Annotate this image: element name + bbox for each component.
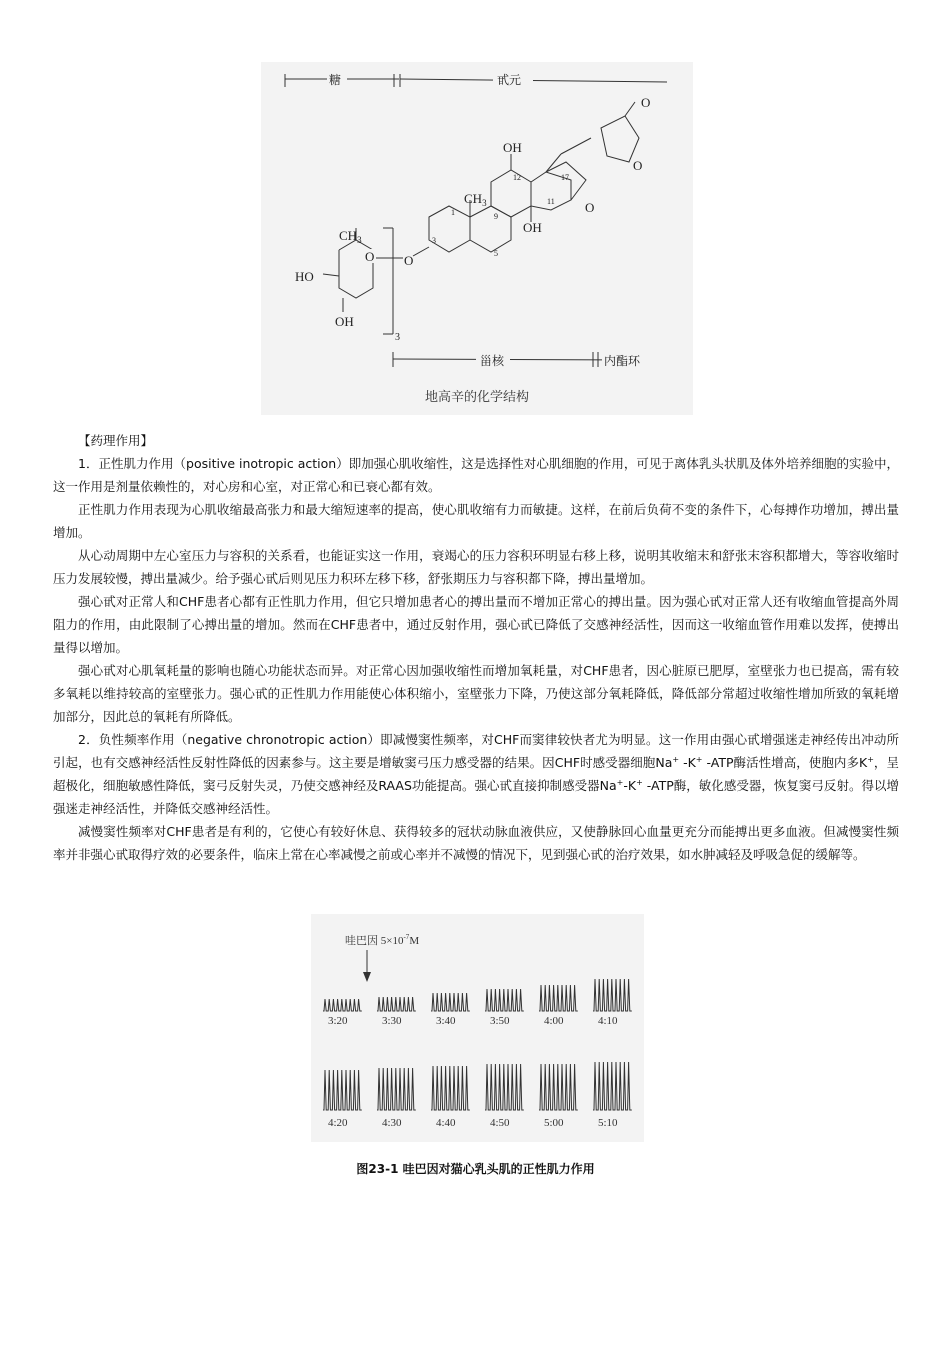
ouabain-tracing-figure: [311, 914, 644, 1142]
time-label: 3:20: [328, 1015, 348, 1027]
contraction-trace: [431, 1066, 470, 1110]
atom-number-1: 1: [451, 208, 455, 217]
contraction-trace: [593, 979, 632, 1011]
dose-arrow: [363, 950, 371, 982]
time-label: 4:40: [436, 1117, 456, 1129]
repeat-count: 3: [395, 332, 400, 343]
paragraph-negative-chronotropic: 2．负性频率作用（negative chronotropic action）即减慢窦性频率，对CHF而窦律较快者尤为明显。这一作用由强心甙增强迷走神经传出冲动所引起，也有交感神经活性反射性降低的因素参与。这主要是增敏窦弓压力感受器的结果。因CHF时感受器细胞Na+ -K+ -ATP酶活性增高，使胞内多K+，呈超极化，细胞敏感性降低，窦弓反射失灵，乃使交感神经及RAAS功能提高。强心甙直接抑制感受器Na+-K+ -ATP酶，敏化感受器，恢复窦弓反射。得以增强迷走神经活性，并降低交感神经活性。: [53, 732, 900, 816]
contraction-trace: [323, 999, 362, 1011]
sugar-hydroxyl-left: HO: [295, 269, 314, 284]
contraction-trace: [593, 1062, 632, 1110]
label-lactone-ring: 内酯环: [604, 354, 641, 368]
time-label: 4:00: [544, 1015, 564, 1027]
sugar-ring: [295, 228, 403, 329]
paragraph-normal-vs-chf: 强心甙对正常人和CHF患者心都有正性肌力作用，但它只增加患者心的搏出量而不增加正常心的搏出量。因为强心甙对正常人还有收缩血管提高外周阻力的作用，由此限制了心搏出量的增加。然而在CHF患者中，通过反射作用，强心甙已降低了交感神经活性，因而这一收缩血管作用难以发挥，使搏出量得以增加。: [53, 594, 899, 655]
time-label: 4:50: [490, 1117, 510, 1129]
paragraph-oxygen-consumption: 强心甙对心肌氧耗量的影响也随心功能状态而异。对正常心因加强收缩性而增加氧耗量，对CHF患者，因心脏原已肥厚，室壁张力也已提高，需有较多氧耗以维持较高的室壁张力。强心甙的正性肌力作用能使心体积缩小，室壁张力下降，乃使这部分氧耗降低，降低部分常超过收缩性增加所致的氧耗增加部分，因此总的氧耗有所降低。: [53, 663, 899, 724]
contraction-trace: [539, 985, 578, 1011]
time-label: 3:50: [490, 1015, 510, 1027]
bottom-bracket: [393, 352, 652, 368]
figure2-caption: 图23-1 哇巴因对猫心乳头肌的正性肌力作用: [356, 1162, 595, 1176]
time-label: 4:30: [382, 1117, 402, 1129]
contraction-trace: [377, 997, 416, 1011]
top-bracket: [285, 71, 667, 87]
lactone-ring-oxygen: O: [633, 158, 643, 173]
atom-number-5: 5: [494, 249, 498, 258]
contraction-trace: [485, 989, 524, 1011]
atom-number-12: 12: [513, 173, 521, 182]
time-label: 5:00: [544, 1117, 564, 1129]
time-label: 3:40: [436, 1015, 456, 1027]
label-aglycone: 甙元: [497, 73, 522, 87]
atom-number-3: 3: [432, 236, 436, 245]
contraction-trace: [485, 1064, 524, 1110]
sugar-ring-oxygen: O: [365, 249, 375, 264]
bridge-oxygen: O: [585, 200, 595, 215]
contraction-trace: [431, 993, 470, 1011]
time-label: 4:10: [598, 1015, 618, 1027]
paragraph-inotropic-manifestation: 正性肌力作用表现为心肌收缩最高张力和最大缩短速率的提高，使心肌收缩有力而敏捷。这样，在前后负荷不变的条件下，心每搏作功增加，搏出量增加。: [53, 502, 899, 540]
time-label: 3:30: [382, 1015, 402, 1027]
paragraph-heart-rate-benefit: 减慢窦性频率对CHF患者是有利的，它使心有较好休息、获得较多的冠状动脉血液供应，又使静脉回心血量更充分而能搏出更多血液。但减慢窦性频率并非强心甙取得疗效的必要条件，临床上常在心率减慢之前或心率并不减慢的情况下，见到强心甙的治疗效果，如水肿减轻及呼吸急促的缓解等。: [53, 824, 899, 862]
pharmacology-section: [53, 429, 899, 866]
time-label: 4:20: [328, 1117, 348, 1129]
repeat-bracket: [383, 228, 400, 343]
steroid-nucleus: [429, 138, 594, 258]
steroid-methyl: $CH_3$: [464, 191, 487, 208]
atom-number-17: 17: [561, 173, 569, 182]
contraction-trace: [323, 1070, 362, 1110]
lactone-carbonyl-oxygen: O: [641, 95, 651, 110]
label-sugar: 糖: [329, 73, 342, 87]
contraction-trace: [377, 1068, 416, 1110]
time-label: 5:10: [598, 1117, 618, 1129]
lactone-ring: [601, 95, 650, 173]
sugar-methyl: $CH_3$: [339, 228, 362, 245]
paragraph-pressure-volume: 从心动周期中左心室压力与容积的关系看，也能证实这一作用，衰竭心的压力容积环明显右移上移，说明其收缩末和舒张末容积都增大，等容收缩时压力发展较慢，搏出量减少。给予强心甙后则见压力积环左移下移，舒张期压力与容积都下降，搏出量增加。: [53, 548, 899, 586]
section-heading: 【药理作用】: [78, 433, 154, 448]
atom-number-11: 11: [547, 197, 555, 206]
atom-number-9: 9: [494, 212, 498, 221]
contraction-trace: [539, 1064, 578, 1110]
hydroxyl-14: OH: [523, 220, 542, 235]
digoxin-structure-figure: [261, 62, 693, 415]
figure1-caption: 地高辛的化学结构: [424, 390, 530, 405]
drug-dose-label: 哇巴因 $5\times 10^{-7}M$: [345, 933, 420, 947]
label-steroid-nucleus: 甾核: [480, 354, 505, 368]
glycosidic-oxygen: O: [404, 253, 414, 268]
paragraph-positive-inotropic: 1．正性肌力作用（positive inotropic action）即加强心肌收缩性，这是选择性对心肌细胞的作用，可见于离体乳头状肌及体外培养细胞的实验中，这一作用是剂量依赖性的，对心房和心室，对正常心和已衰心都有效。: [53, 456, 899, 494]
hydroxyl-12: OH: [503, 140, 522, 155]
sugar-hydroxyl-bottom: OH: [335, 314, 354, 329]
